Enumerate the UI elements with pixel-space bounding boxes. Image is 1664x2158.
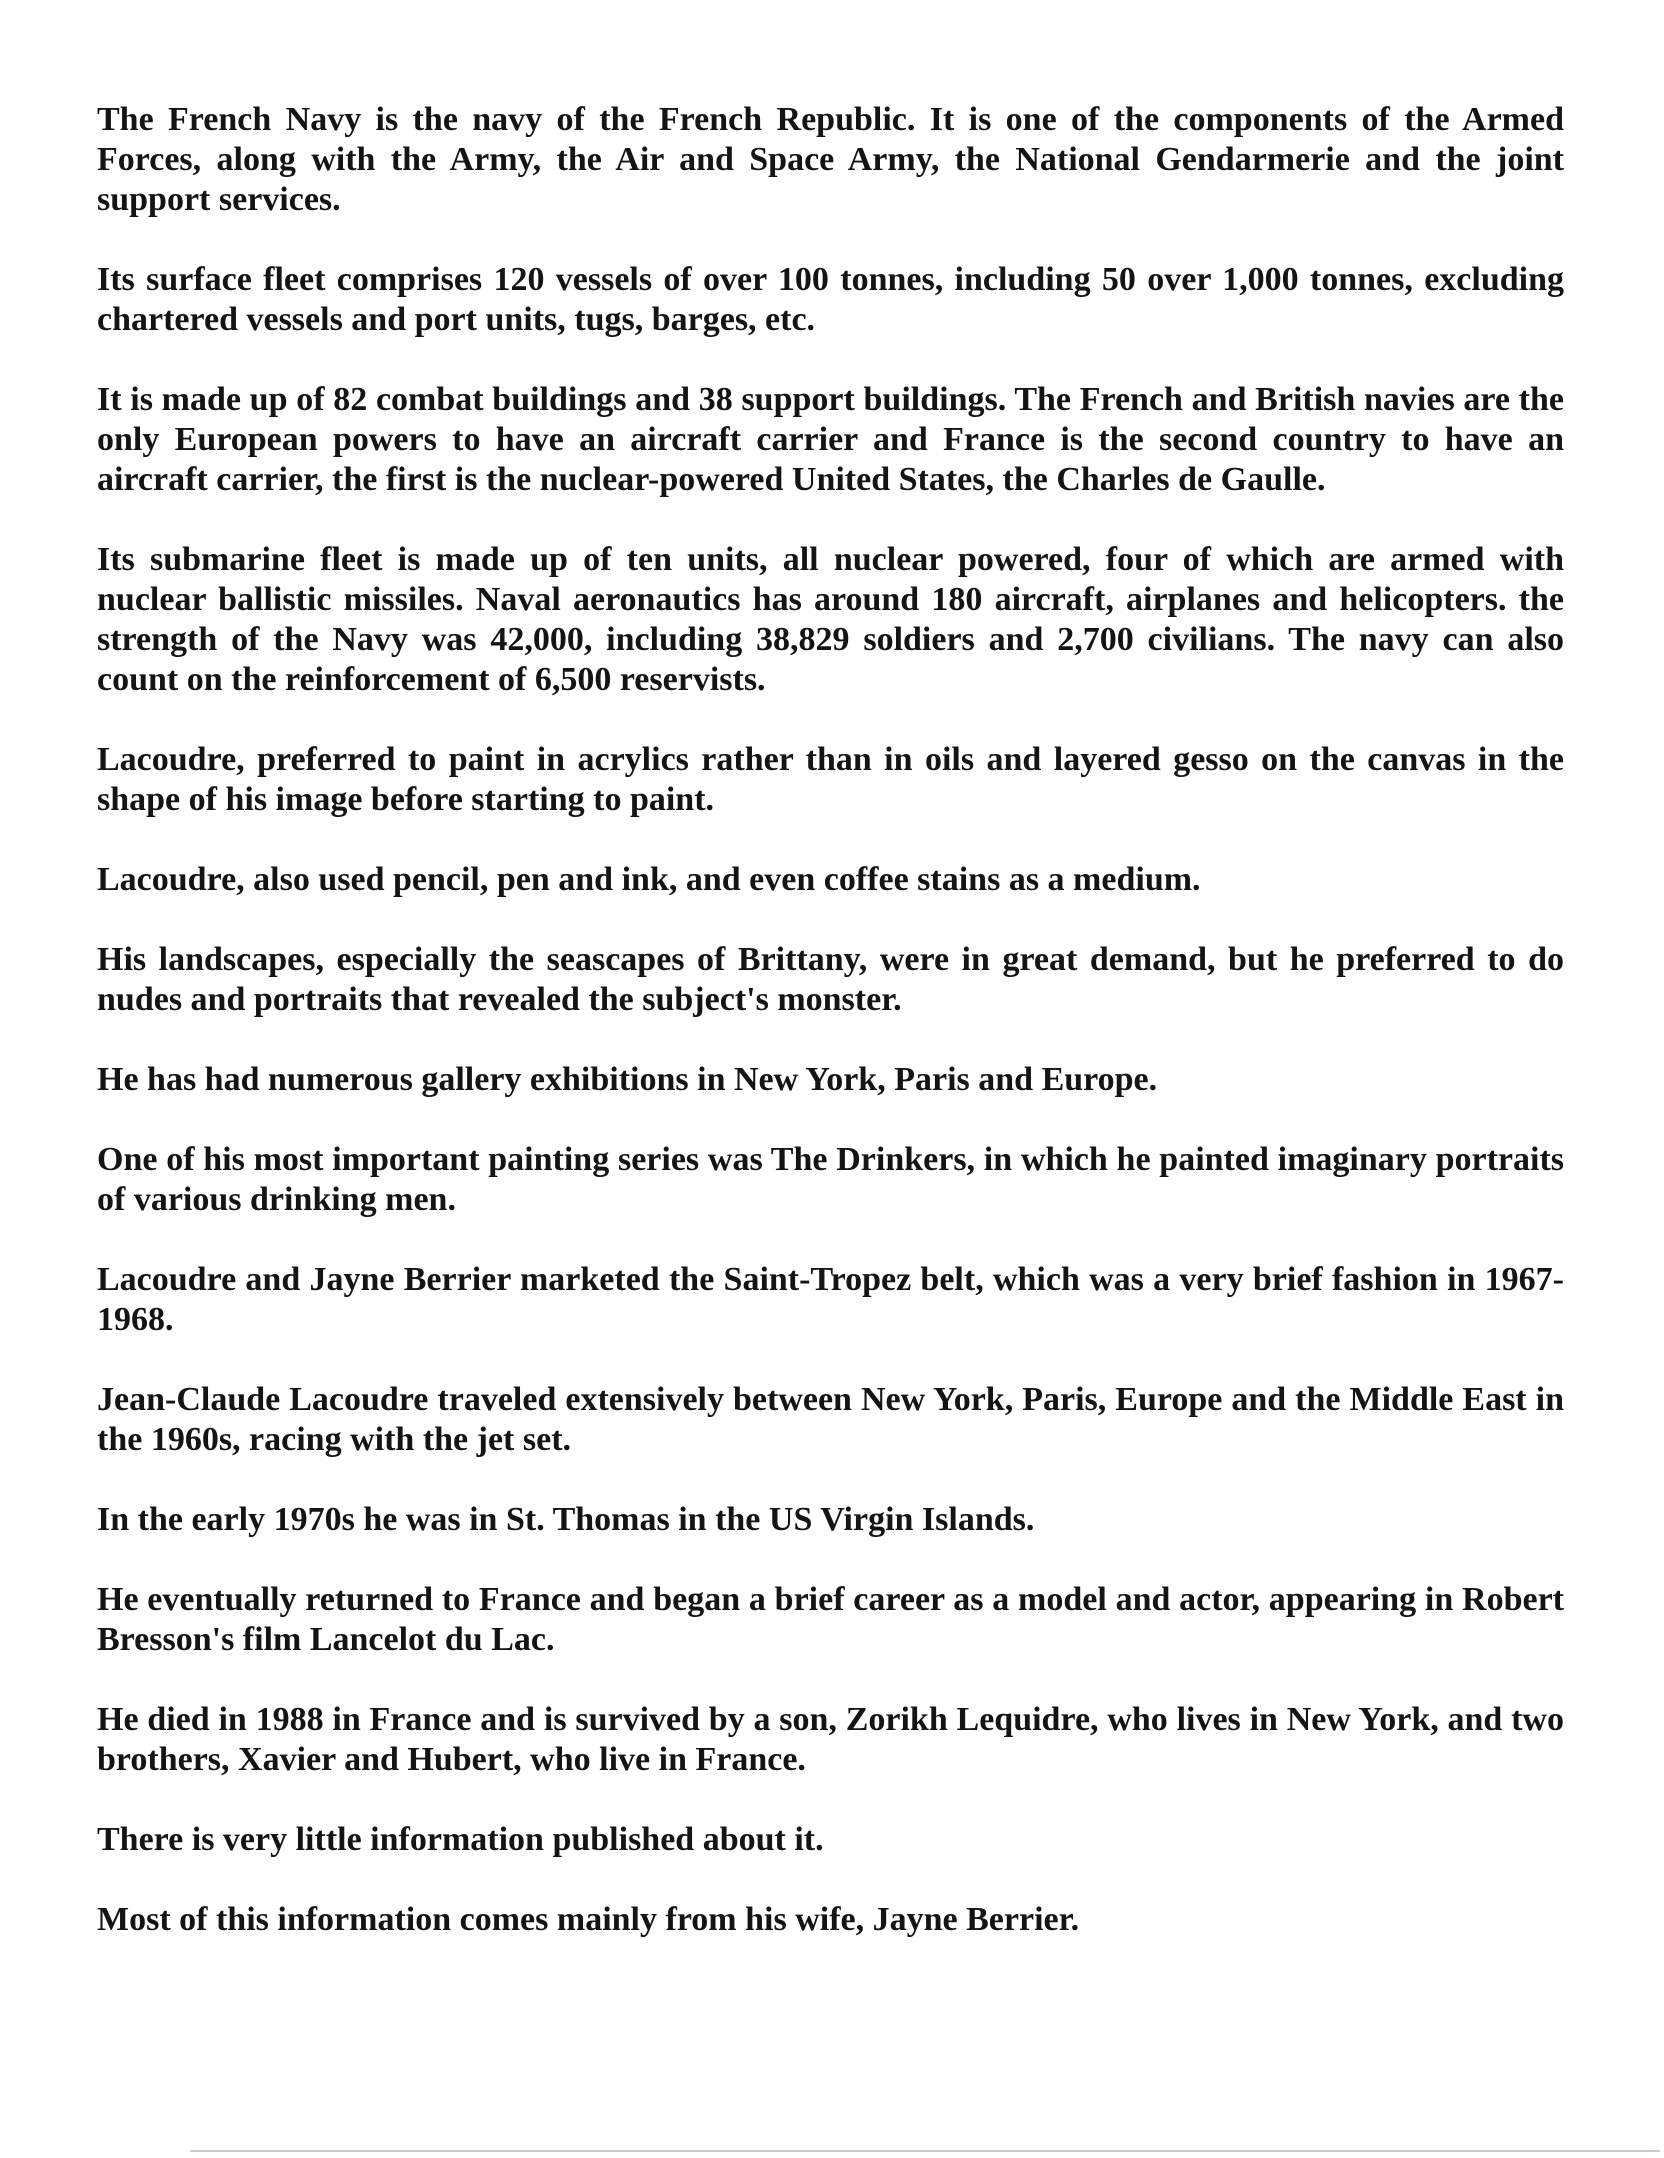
paragraph-little-information: There is very little information published about it. <box>97 1821 824 1858</box>
document-body <box>97 100 1564 1940</box>
paragraph-french-navy-intro: The French Navy is the navy of the French Republic. It is one of the components of the Armed Forces, along with the Army, the Air and Space Army, the National Gendarmerie and the joint support services. <box>97 101 1564 218</box>
paragraph-drinkers-series: One of his most important painting series was The Drinkers, in which he painted imaginary portraits of various drinking men. <box>97 1141 1564 1218</box>
paragraph-acrylics: Lacoudre, preferred to paint in acrylics rather than in oils and layered gesso on the canvas in the shape of his image before starting to paint. <box>97 741 1564 818</box>
paragraph-information-source: Most of this information comes mainly from his wife, Jayne Berrier. <box>97 1901 1080 1938</box>
paragraph-travels: Jean-Claude Lacoudre traveled extensively between New York, Paris, Europe and the Middle East in the 1960s, racing with the jet set. <box>97 1381 1564 1458</box>
paragraph-surface-fleet: Its surface fleet comprises 120 vessels of over 100 tonnes, including 50 over 1,000 tonnes, excluding chartered vessels and port units, tugs, barges, etc. <box>97 261 1564 338</box>
paragraph-exhibitions: He has had numerous gallery exhibitions in New York, Paris and Europe. <box>97 1061 1158 1098</box>
paragraph-landscapes: His landscapes, especially the seascapes of Brittany, were in great demand, but he preferred to do nudes and portraits that revealed the subject's monster. <box>97 941 1564 1018</box>
paragraph-mediums: Lacoudre, also used pencil, pen and ink, and even coffee stains as a medium. <box>97 861 1201 898</box>
paragraph-saint-tropez-belt: Lacoudre and Jayne Berrier marketed the Saint-Tropez belt, which was a very brief fashion in 1967-1968. <box>97 1261 1564 1338</box>
paragraph-virgin-islands: In the early 1970s he was in St. Thomas in the US Virgin Islands. <box>97 1501 1035 1538</box>
paragraph-death-family: He died in 1988 in France and is survived by a son, Zorikh Lequidre, who lives in New York, and two brothers, Xavier and Hubert, who live in France. <box>97 1701 1564 1778</box>
paragraph-submarine-fleet: Its submarine fleet is made up of ten units, all nuclear powered, four of which are armed with nuclear ballistic missiles. Naval aeronautics has around 180 aircraft, airplanes and helicopters. the strength of the Navy was 42,000, including 38,829 soldiers and 2,700 civilians. The navy can also count on the reinforcement of 6,500 reservists. <box>97 541 1564 698</box>
bottom-rule-divider <box>190 2150 1660 2152</box>
paragraph-model-actor: He eventually returned to France and began a brief career as a model and actor, appearing in Robert Bresson's film Lancelot du Lac. <box>97 1581 1564 1658</box>
paragraph-combat-buildings: It is made up of 82 combat buildings and 38 support buildings. The French and British navies are the only European powers to have an aircraft carrier and France is the second country to have an aircraft carrier, the first is the nuclear-powered United States, the Charles de Gaulle. <box>97 381 1564 498</box>
